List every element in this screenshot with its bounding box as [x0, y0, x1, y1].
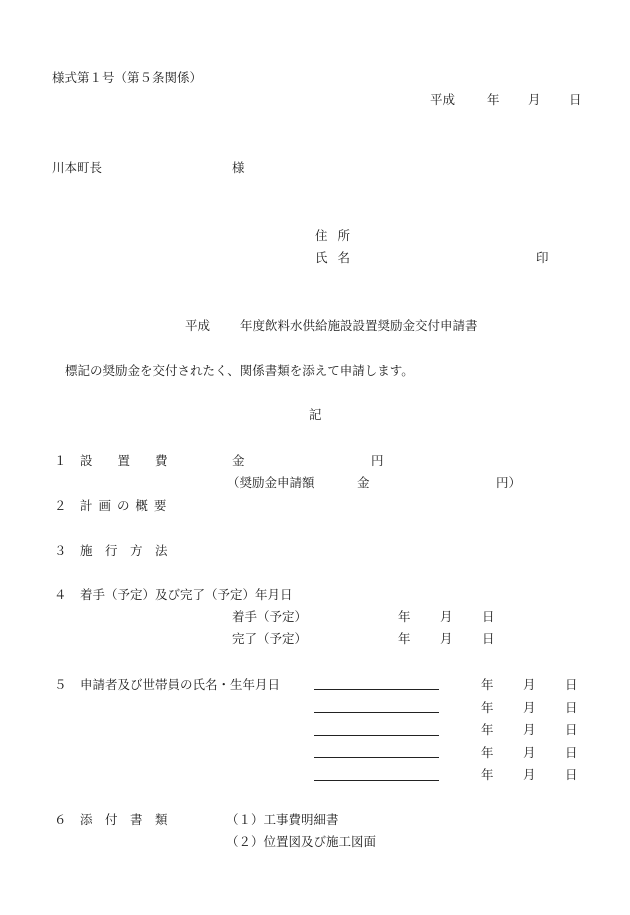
member-name-line-1[interactable]	[314, 689, 439, 690]
member3-day: 日	[565, 722, 578, 737]
item4-start-year: 年	[398, 609, 411, 624]
member5-day: 日	[565, 767, 578, 782]
item5-number: ５	[54, 677, 67, 692]
date-month: 月	[528, 92, 541, 107]
item5-label: 申請者及び世帯員の氏名・生年月日	[80, 677, 281, 692]
applicant-address-label: 住 所	[315, 228, 353, 243]
item4-number: ４	[54, 587, 67, 602]
title-era: 平成	[185, 318, 211, 333]
member4-year: 年	[481, 745, 494, 760]
member1-month: 月	[523, 677, 536, 692]
item2-label: 計 画 の 概 要	[80, 498, 168, 513]
addressee-name: 川本町長	[52, 160, 103, 175]
member2-day: 日	[565, 700, 578, 715]
item1-kin: 金	[232, 453, 245, 468]
member1-year: 年	[481, 677, 494, 692]
member4-month: 月	[523, 745, 536, 760]
item4-end-year: 年	[398, 631, 411, 646]
item4-end-month: 月	[440, 631, 453, 646]
attachment-1: （１）工事費明細書	[226, 812, 339, 827]
item4-start-month: 月	[440, 609, 453, 624]
item2-number: ２	[54, 498, 67, 513]
attachment-2: （２）位置図及び施工図面	[226, 834, 377, 849]
item4-end-day: 日	[482, 631, 495, 646]
applicant-name-label: 氏 名	[315, 250, 353, 265]
member5-year: 年	[481, 767, 494, 782]
form-number: 様式第１号（第５条関係）	[52, 70, 203, 85]
member1-day: 日	[565, 677, 578, 692]
member5-month: 月	[523, 767, 536, 782]
member2-month: 月	[523, 700, 536, 715]
item6-label: 添 付 書 類	[80, 812, 168, 827]
addressee-honorific: 様	[232, 160, 245, 175]
date-day: 日	[569, 92, 582, 107]
member-name-line-2[interactable]	[314, 712, 439, 713]
item4-start-label: 着手（予定）	[232, 609, 308, 624]
member2-year: 年	[481, 700, 494, 715]
body-text: 標記の奨励金を交付されたく、関係書類を添えて申請します。	[65, 363, 414, 378]
item4-start-day: 日	[482, 609, 495, 624]
date-year: 年	[487, 92, 500, 107]
member-name-line-3[interactable]	[314, 735, 439, 736]
item1-number: １	[54, 453, 67, 468]
item1-sub-open: （奨励金申請額	[227, 475, 315, 490]
item1-label: 設 置 費	[80, 453, 168, 468]
applicant-seal: 印	[536, 250, 549, 265]
item4-end-label: 完了（予定）	[232, 631, 308, 646]
item6-number: ６	[54, 812, 67, 827]
member4-day: 日	[565, 745, 578, 760]
item3-label: 施 行 方 法	[80, 543, 168, 558]
item1-yen: 円	[371, 453, 384, 468]
item1-sub-kin: 金	[357, 475, 370, 490]
member3-year: 年	[481, 722, 494, 737]
member-name-line-4[interactable]	[314, 757, 439, 758]
member-name-line-5[interactable]	[314, 780, 439, 781]
date-era: 平成	[430, 92, 456, 107]
ki-label: 記	[309, 407, 322, 422]
item4-label: 着手（予定）及び完了（予定）年月日	[80, 587, 293, 602]
item1-sub-close: 円）	[496, 475, 522, 490]
member3-month: 月	[523, 722, 536, 737]
document-title: 年度飲料水供給施設設置奨励金交付申請書	[240, 318, 478, 333]
item3-number: ３	[54, 543, 67, 558]
